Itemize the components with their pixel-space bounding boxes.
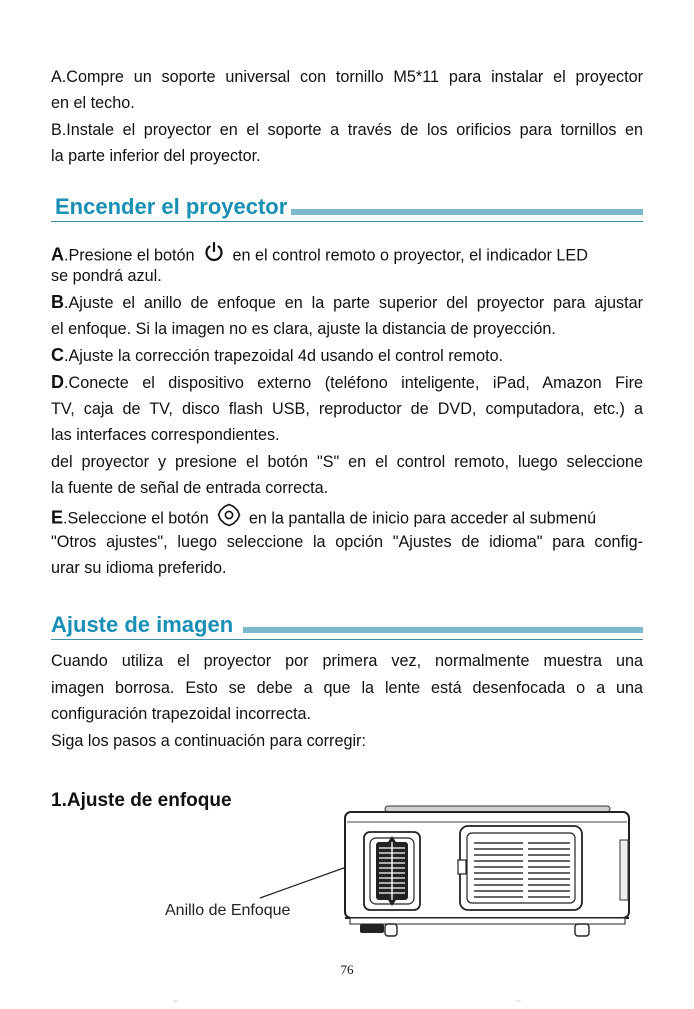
step-c-text: .Ajuste la corrección trapezoidal 4d usando el control remoto. bbox=[64, 347, 504, 365]
image-para-line-2: imagen borrosa. Esto se debe a que la lente está desenfocada o a una bbox=[51, 679, 643, 697]
step-letter-e: E bbox=[51, 507, 64, 528]
section-heading-encender bbox=[51, 194, 643, 228]
step-d-text: .Conecte el dispositivo externo (teléfono inteligente, iPad, Amazon Fire bbox=[64, 374, 643, 392]
section-heading-ajuste bbox=[51, 612, 643, 646]
section-heading-rule bbox=[51, 639, 643, 640]
intro-line-4: la parte inferior del proyector. bbox=[51, 147, 261, 165]
step-d-line-4: del proyector y presione el botón "S" en el control remoto, luego seleccione bbox=[51, 453, 643, 471]
step-c-line-1 bbox=[51, 342, 643, 370]
step-d-line-2: TV, caja de TV, disco flash USB, reproductor de DVD, computadora, etc.) a bbox=[51, 400, 643, 418]
page-number: 76 bbox=[340, 962, 354, 977]
step-e-line-3: urar su idioma preferido. bbox=[51, 559, 227, 577]
step-a-text-post: en el control remoto o proyector, el indicador LED bbox=[232, 246, 588, 265]
step-b-line-2: el enfoque. Si la imagen no es clara, ajuste la distancia de proyección. bbox=[51, 320, 556, 338]
intro-line-1: A.Compre un soporte universal con tornillo M5*11 para instalar el proyector bbox=[51, 68, 643, 86]
step-d-line-3: las interfaces correspondientes. bbox=[51, 426, 280, 444]
image-para-line-3: configuración trapezoidal incorrecta. bbox=[51, 705, 312, 723]
step-e-text-post: en la pantalla de inicio para acceder al submenú bbox=[248, 509, 597, 528]
image-para-2: Siga los pasos a continuación para corregir: bbox=[51, 732, 366, 750]
focus-heading: 1.Ajuste de enfoque bbox=[51, 790, 232, 811]
step-letter-c: C bbox=[51, 345, 64, 365]
focus-ring-caption: Anillo de Enfoque bbox=[165, 902, 291, 919]
section-title: Ajuste de imagen bbox=[51, 612, 237, 638]
step-e-line-2: "Otros ajustes", luego seleccione la opción "Ajustes de idioma" para config- bbox=[51, 533, 643, 551]
step-d-line-5: la fuente de señal de entrada correcta. bbox=[51, 479, 329, 497]
projector-illustration bbox=[250, 800, 635, 945]
section-title: Encender el proyector bbox=[55, 194, 291, 220]
step-letter-b: B bbox=[51, 292, 64, 312]
step-letter-a: A bbox=[51, 244, 64, 265]
bottom-page-marks bbox=[0, 1000, 694, 1002]
step-letter-d: D bbox=[51, 372, 64, 392]
step-d-line-1 bbox=[51, 369, 643, 397]
intro-line-2: en el techo. bbox=[51, 94, 135, 112]
step-a-text-pre: .Presione el botón bbox=[64, 246, 195, 265]
step-a-line-2: se pondrá azul. bbox=[51, 267, 162, 285]
image-para-line-1: Cuando utiliza el proyector por primera vez, normalmente muestra una bbox=[51, 652, 643, 670]
section-heading-rule bbox=[51, 221, 643, 222]
section-heading-bar bbox=[291, 209, 643, 215]
intro-line-3: B.Instale el proyector en el soporte a través de los orificios para tornillos en bbox=[51, 121, 643, 139]
section-heading-bar bbox=[243, 627, 643, 633]
step-e-text-pre: .Seleccione el botón bbox=[63, 509, 209, 528]
step-b-text: .Ajuste el anillo de enfoque en la parte superior del proyector para ajustar bbox=[64, 294, 643, 312]
step-b-line-1 bbox=[51, 289, 643, 317]
